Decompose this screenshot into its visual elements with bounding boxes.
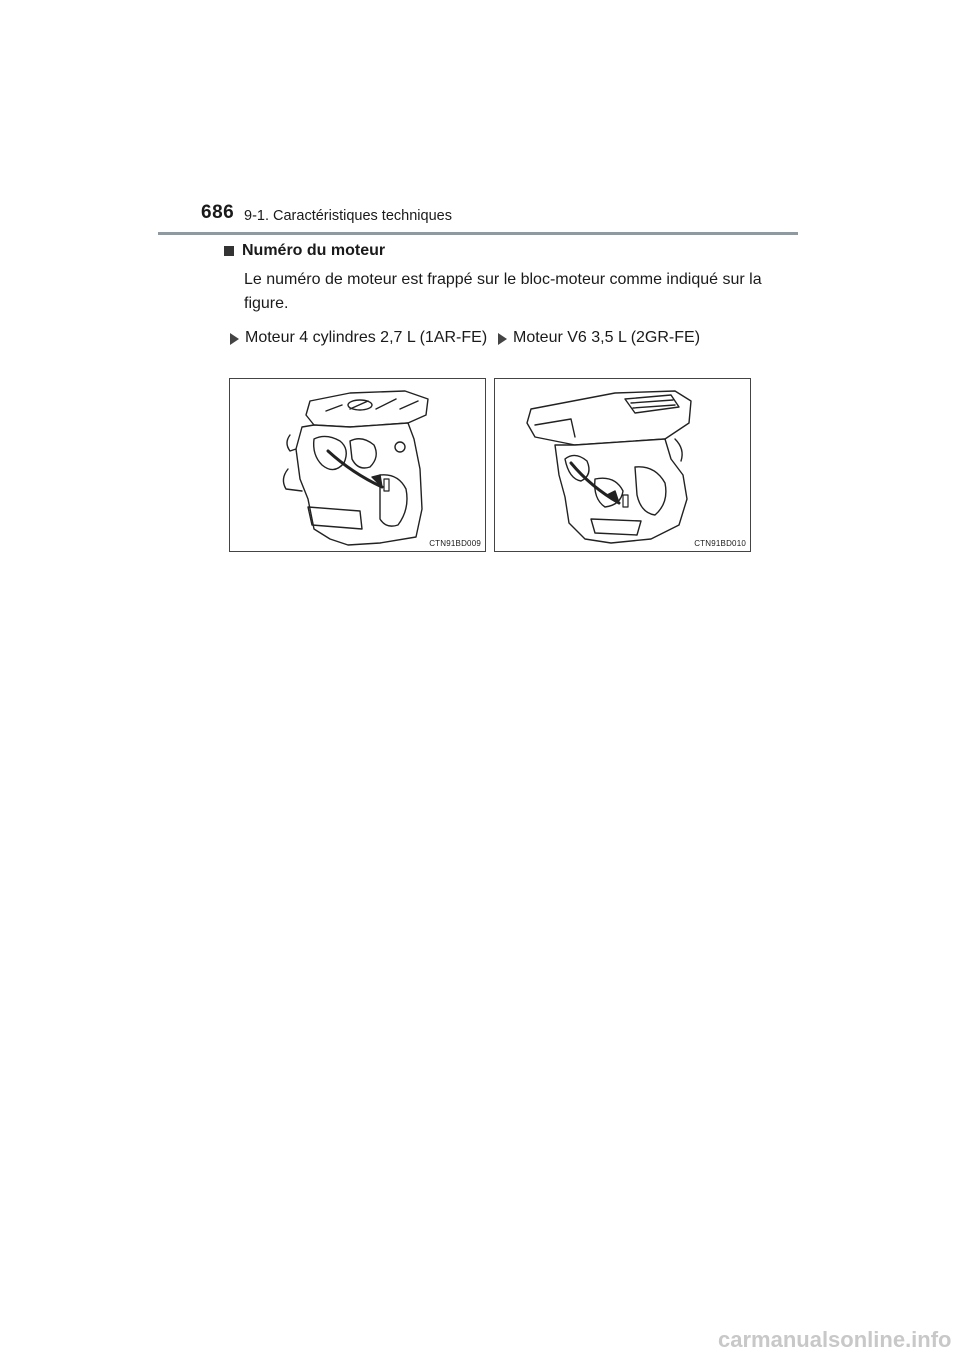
section-heading: [224, 242, 385, 260]
figure-code: CTN91BD009: [429, 539, 481, 548]
engine-figure-1: [229, 378, 486, 552]
watermark: carmanualsonline.info: [718, 1327, 952, 1352]
engine-label-text: Moteur 4 cylindres 2,7 L (1AR-FE): [245, 329, 488, 346]
engine-label-2: [498, 327, 756, 349]
section-paragraph: Le numéro de moteur est frappé sur le bloc-moteur comme indiqué sur la figure.: [244, 271, 762, 312]
chapter-title: 9-1. Caractéristiques techniques: [244, 208, 452, 224]
page-number: 686: [201, 202, 235, 223]
engine-figure-2: [494, 378, 751, 552]
engine-illustration-icon: [230, 379, 485, 551]
triangle-bullet-icon: [230, 333, 239, 345]
square-bullet-icon: [224, 246, 234, 256]
engine-illustration-icon: [495, 379, 750, 551]
engine-label-text: Moteur V6 3,5 L (2GR-FE): [513, 329, 701, 346]
figure-code: CTN91BD010: [694, 539, 746, 548]
engine-label-1: [230, 327, 488, 349]
triangle-bullet-icon: [498, 333, 507, 345]
header-divider: [158, 232, 798, 235]
section-title-text: Numéro du moteur: [242, 242, 386, 259]
